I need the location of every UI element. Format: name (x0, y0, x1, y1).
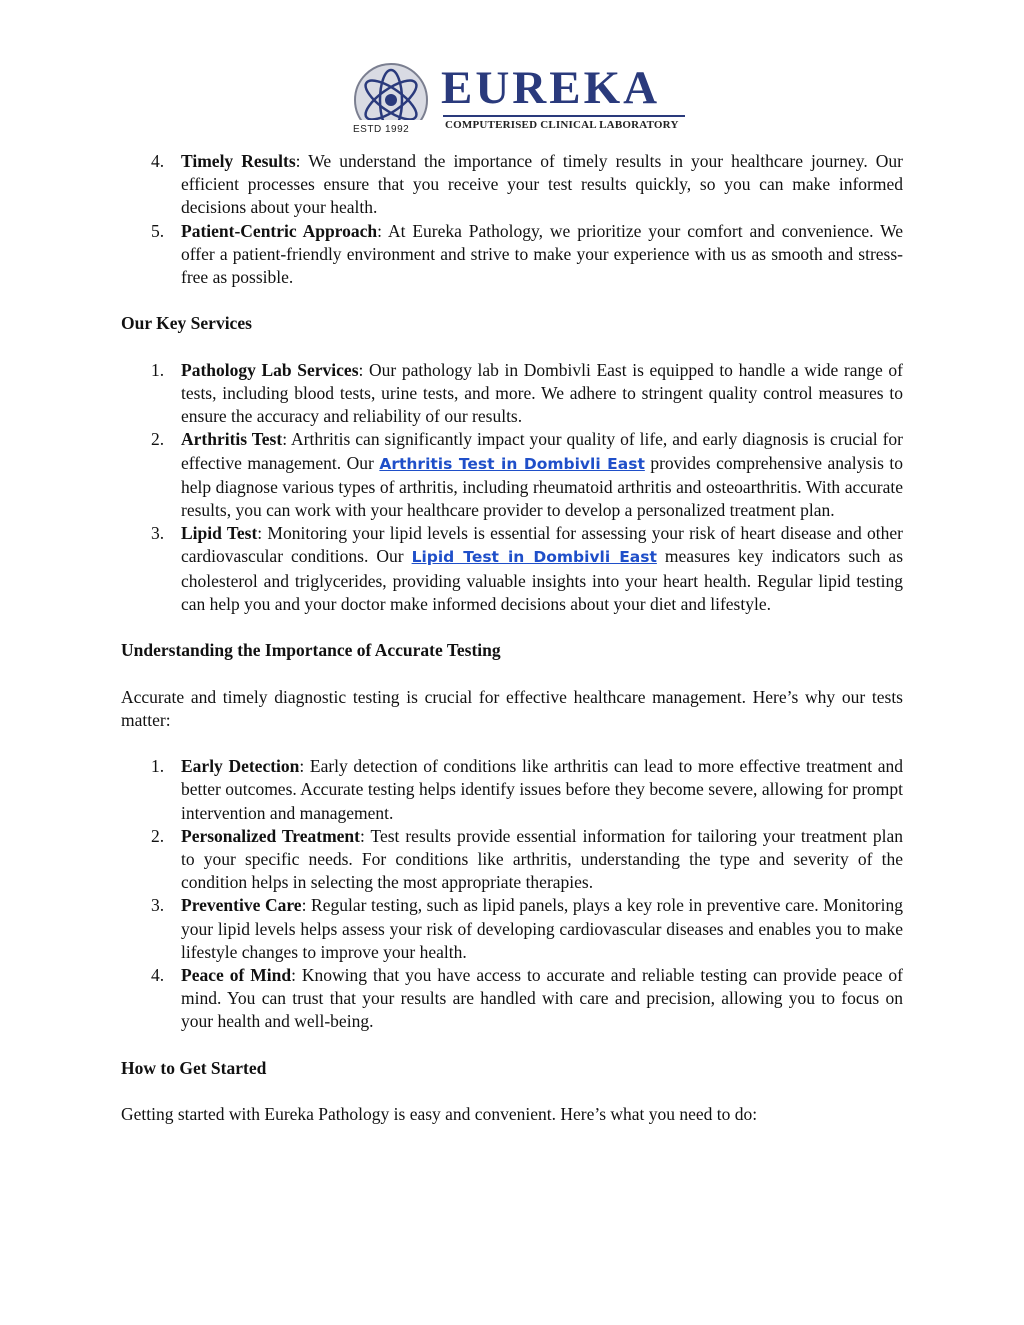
item-text: : Regular testing, such as lipid panels, plays a key role in preventive care. Monitoring your lipid levels helps assess your risk of developing cardiovascular diseases and enables you to make lifestyle changes to improve your health. (181, 895, 903, 962)
item-text: : Monitoring your lipid levels is essential for assessing your risk of heart disease and other cardiovascular conditions. Our (181, 523, 903, 567)
list-number: 2. (151, 825, 165, 846)
item-text: : We understand the importance of timely results in your healthcare journey. Our efficient processes ensure that you receive your test results quickly, so you can make informed decisions about your health. (181, 151, 904, 218)
list-top (121, 150, 903, 289)
item-title: Lipid Test (181, 523, 258, 544)
list-item (121, 964, 903, 1034)
list-number: 4. (151, 151, 165, 171)
list-number: 4. (151, 965, 165, 986)
list-importance (121, 755, 903, 1033)
logo-established-year: ESTD 1992 (353, 124, 410, 135)
item-title: Arthritis Test (181, 429, 283, 450)
list-item (121, 428, 903, 522)
logo-tagline: COMPUTERISED CLINICAL LABORATORY (445, 119, 679, 131)
item-title: Timely Results (181, 151, 296, 171)
eureka-logo (347, 62, 687, 140)
item-text: : Test results provide essential information for tailoring your treatment plan to your specific needs. For conditions like arthritis, understanding the type and severity of the condition helps in selecting the most appropriate therapies. (181, 825, 903, 893)
list-item (121, 825, 903, 895)
item-title: Personalized Treatment (181, 825, 360, 846)
item-title: Pathology Lab Services (181, 359, 359, 380)
item-title: Patient-Centric Approach (181, 220, 378, 241)
list-services (121, 359, 903, 616)
list-item (121, 755, 903, 825)
heading-key-services: Our Key Services (121, 313, 252, 334)
list-item (121, 220, 903, 290)
item-text: provides comprehensive analysis to help diagnose various types of arthritis, including rheumatoid arthritis and osteoarthritis. With accurate results, you can work with your healthcare provider to develop a personalized treatment plan. (181, 452, 903, 521)
heading-accurate-testing: Understanding the Importance of Accurate Testing (121, 640, 501, 661)
list-number: 3. (151, 895, 165, 916)
item-text: : Our pathology lab in Dombivli East is equipped to handle a wide range of tests, including blood tests, urine tests, and more. We adhere to stringent quality control measures to ensure the accuracy and reliability of our results. (181, 359, 903, 427)
list-number: 3. (151, 523, 165, 544)
list-item (121, 522, 903, 616)
list-number: 1. (151, 359, 165, 380)
item-text: : Knowing that you have access to accurate and reliable testing can provide peace of mind. You can trust that your results are handled with care and precision, allowing you to focus on your health and well-being. (181, 965, 903, 1032)
item-title: Peace of Mind (181, 965, 292, 986)
item-text: : Arthritis can significantly impact your quality of life, and early diagnosis is crucial for effective management. Our (181, 429, 904, 473)
list-item (121, 150, 903, 220)
item-title: Preventive Care (181, 895, 302, 916)
item-text: : Early detection of conditions like arthritis can lead to more effective treatment and better outcomes. Accurate testing helps identify issues before they become severe, allowing for prompt intervention and management. (181, 756, 903, 823)
list-number: 5. (151, 220, 165, 241)
document-body (121, 150, 903, 1126)
list-number: 2. (151, 429, 165, 450)
logo-wordmark: EUREKA (441, 62, 661, 114)
list-item (121, 894, 903, 964)
lipid-test-link[interactable]: Lipid Test in Dombivli East (411, 548, 657, 567)
get-started-paragraph: Getting started with Eureka Pathology is easy and convenient. Here’s what you need to do: (121, 1104, 758, 1125)
item-title: Early Detection (181, 756, 300, 777)
list-item (121, 359, 903, 429)
item-text: measures key indicators such as cholesterol and triglycerides, providing valuable insights into your heart health. Regular lipid testing can help you and your doctor make informed decisions about your diet and lifestyle. (181, 546, 904, 614)
intro-paragraph: Accurate and timely diagnostic testing is crucial for effective healthcare management. Here’s why our tests matter: (121, 686, 903, 730)
list-number: 1. (151, 756, 165, 777)
heading-get-started: How to Get Started (121, 1057, 267, 1078)
item-text: : At Eureka Pathology, we prioritize your comfort and convenience. We offer a patient-friendly environment and strive to make your experience with us as smooth and stress-free as possible. (181, 220, 903, 288)
arthritis-test-link[interactable]: Arthritis Test in Dombivli East (379, 454, 645, 473)
